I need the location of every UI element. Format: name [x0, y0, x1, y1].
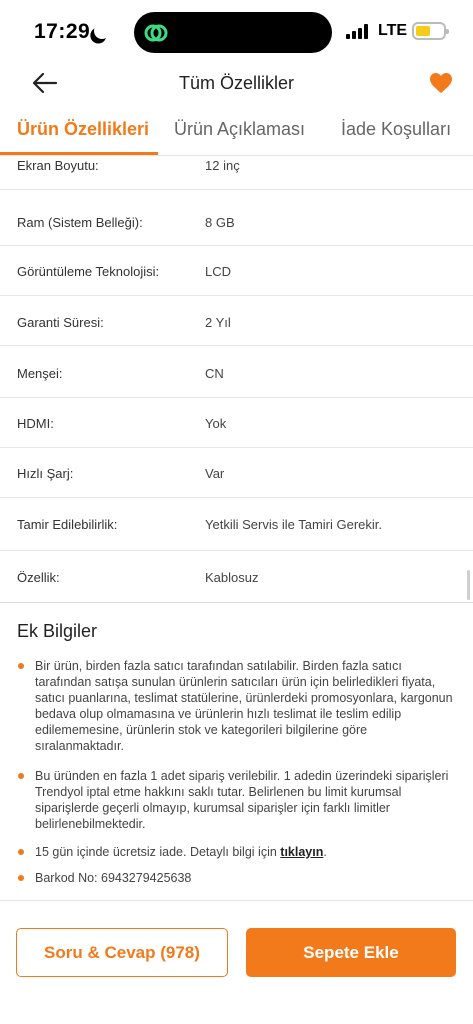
app-link-icon [142, 19, 170, 47]
page-title: Tüm Özellikler [178, 73, 294, 93]
dynamic-island [134, 12, 332, 53]
moon-icon [92, 21, 113, 42]
table-row [0, 296, 473, 346]
table-row [0, 498, 473, 551]
spec-value: Var [205, 466, 225, 481]
spec-key: Tamir Edilebilirlik: [17, 517, 118, 532]
spec-key: Ekran Boyutu: [17, 158, 99, 173]
spec-key: HDMI: [17, 416, 54, 431]
list-item [17, 844, 457, 860]
scrollbar[interactable] [467, 570, 470, 600]
tab-urun-aciklamasi[interactable]: Ürün Açıklaması [174, 119, 306, 139]
tab-iade-kosullari[interactable]: İade Koşulları [341, 119, 452, 139]
spec-value: LCD [205, 264, 232, 279]
list-item [17, 768, 457, 832]
spec-value: Yetkili Servis ile Tamiri Gerekir. [205, 517, 382, 532]
table-row [0, 246, 473, 296]
info-text: Bu üründen en fazla 1 adet sipariş verilebilir. 1 adedin üzerindeki siparişleri Trendyol iptal etme hakkını saklı tutar. Belirlenen bu limit kurumsal siparişlerde geçerli olmayıp, kurumsal siparişler için farklı limitler belirlenebilmektedir. [35, 769, 449, 831]
carrier-label: LTE [378, 22, 408, 39]
list-item [17, 870, 457, 886]
bottom-action-bar [0, 904, 473, 1024]
questions-answers-button[interactable]: Soru & Cevap (978) [16, 928, 228, 977]
spec-key: Ram (Sistem Belleği): [17, 215, 143, 230]
spec-key: Hızlı Şarj: [17, 466, 74, 481]
bullet-icon [18, 849, 24, 855]
spec-value: 8 GB [205, 215, 235, 230]
tab-bar [0, 106, 473, 156]
battery-icon [412, 22, 446, 40]
info-text: Bir ürün, birden fazla satıcı tarafından satılabilir. Birden fazla satıcı tarafından satışa sunulan ürünlerin satıcıları ürün için belirledikleri fiyata, satıcı puanlarına, teslimat statülerine, ürünlerdeki promosyonlara, kargonun bedava olup olmamasına ve ürünlerin hızlı teslimat ile teslim edilip edilememesine, ürünlerin stok ve kategorileri bilgilerine göre sıralanmaktadır. [35, 659, 453, 753]
nav-header [0, 62, 473, 106]
spec-key: Garanti Süresi: [17, 315, 104, 330]
bullet-icon [18, 875, 24, 881]
status-time: 17:29 [34, 20, 91, 43]
extra-info-section [0, 604, 473, 904]
details-link[interactable]: tıklayın [280, 845, 324, 859]
info-text: 15 gün içinde ücretsiz iade. Detaylı bilgi için [35, 845, 281, 859]
status-bar [0, 0, 473, 62]
spec-key: Menşei: [17, 366, 63, 381]
bullet-icon [18, 773, 24, 779]
spec-value: 2 Yıl [205, 315, 231, 330]
table-row [0, 346, 473, 398]
spec-value: Yok [205, 416, 227, 431]
add-to-cart-button[interactable]: Sepete Ekle [246, 928, 456, 977]
bullet-icon [18, 663, 24, 669]
spec-value: CN [205, 366, 224, 381]
spec-value: Kablosuz [205, 570, 259, 585]
table-row [0, 150, 473, 190]
signal-icon [346, 24, 370, 39]
list-item [17, 658, 457, 754]
section-title: Ek Bilgiler [17, 621, 98, 641]
table-row [0, 448, 473, 498]
barcode-text: Barkod No: 6943279425638 [35, 871, 192, 885]
spec-key: Görüntüleme Teknolojisi: [17, 264, 160, 279]
section-divider [0, 900, 473, 901]
table-row [0, 551, 473, 602]
tab-urun-ozellikleri[interactable]: Ürün Özellikleri [17, 119, 150, 139]
table-row [0, 190, 473, 246]
info-text-suffix: . [323, 845, 327, 859]
spec-value: 12 inç [205, 158, 240, 173]
spec-table-divider [0, 602, 473, 603]
table-row [0, 398, 473, 448]
heart-icon[interactable] [428, 70, 454, 96]
spec-key: Özellik: [17, 570, 60, 585]
